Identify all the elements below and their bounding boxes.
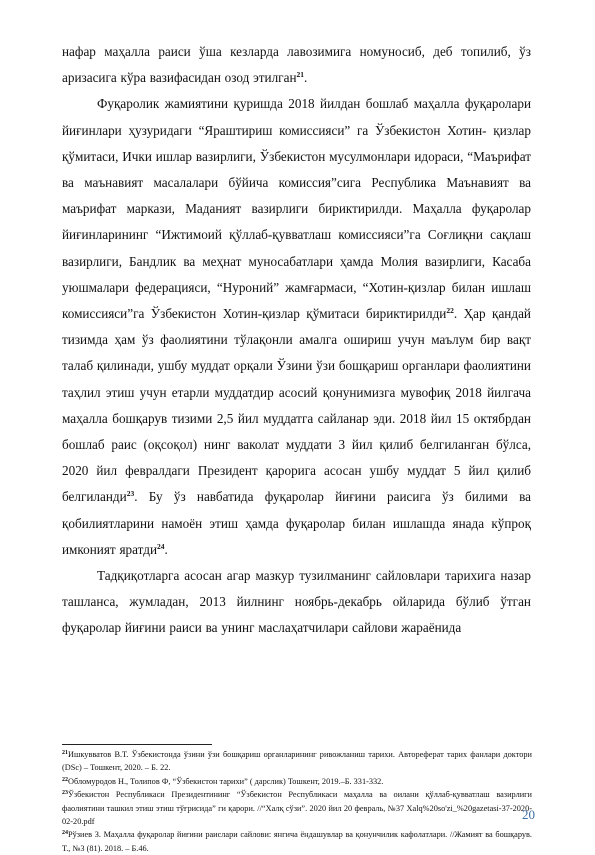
footnote-ref[interactable]: 24 (157, 541, 165, 551)
paragraph-text: Фуқаролик жамиятини қуришда 2018 йилдан бошлаб маҳалла фуқаролари йиғинлари ҳузуридаги “Яраштириш комиссияси” га Ўзбекистон Хотин- қизлар қўмитаси, Ички ишлар вазирлиги, Ўзбекистон мусулмонлари идораси, “Маърифат ва маънавият масалалари бўйича комиссия”сига Республика Маънавият ва маърифат маркази, Маданият вазирлиги бириктирилди. Маҳалла фуқаролар йиғинларининг “Ижтимоий қўллаб-қувватлаш комиссияси”га Соғлиқни сақлаш вазирлиги, Бандлик ва меҳнат муносабатлари ҳамда Молия вазирлиги, Касаба уюшмалари федерацияси, “Нуроний” жамғармаси, “Хотин-қизлар билан ишлаш комиссияси”га Ўзбекистон Хотин-қизлар қўмитаси бириктирилди (62, 96, 531, 322)
footnote-text: Рўзиев З. Маҳалла фуқаролар йиғини раислари сайлови: янгича ёндашувлар ва қонунчилик кафолатлари. //Жамият ва бошқарув. Т., №3 (81). 2018. – Б.46. (62, 830, 532, 853)
footnotes (62, 748, 532, 855)
footnote-text: Ишкувватов В.Т. Ўзбекистонда ўзини ўзи бошқариш органларининг ривожланиш тарихи. Автореферат тарих фанлари доктори (DSc) – Тошкент, 2020. – Б. 22. (62, 750, 532, 773)
footnote-separator (62, 744, 212, 745)
footnote-number: 24 (62, 830, 68, 837)
paragraph-text: Тадқиқотларга асосан агар мазкур тузилманинг сайловлари тарихига назар ташланса, жумладан, 2013 йилнинг ноябрь-декабрь ойларида бўлиб ўтган фуқаролар йиғини раиси ва унинг маслаҳатчилари сайлови жараёнида (62, 568, 531, 636)
paragraph (62, 91, 531, 563)
footnote-number: 22 (62, 776, 68, 783)
body-text (62, 39, 531, 642)
footnote-ref[interactable]: 22 (446, 306, 454, 316)
paragraph-text: . Бу ўз навбатида фуқаролар йиғини раисига ўз билими ва қобилиятларини намоён этиш ҳамда фуқаролар билан ишлашда янада кўпроқ имконият яратди (62, 489, 531, 557)
paragraph-text: . (164, 541, 168, 557)
footnote (62, 788, 532, 828)
paragraph-text: . (304, 70, 308, 86)
footnote-ref[interactable]: 21 (296, 70, 305, 80)
paragraph-text: . Ҳар қандай тизимда ҳам ўз фаолиятини тўлақонли амалга ошириш учун маълум бир вақт талаб қилинади, ушбу муддат орқали Ўзини ўзи бошқариш органлари фаолиятини таҳлил этиш учун етарли муддатдир асосий қонунимизга мувофиқ 2018 йилгача маҳалла бошқарув тизими 2,5 йил муддатга сайланар эди. 2018 йил 15 октябрдан бошлаб раис (оқсоқол) нинг ваколат муддати 3 йил қилиб белгиланган бўлса, 2020 йил февралдаги Президент қарорига асосан ушбу муддат 5 йил қилиб белгиланди (62, 306, 531, 505)
footnote-text: Ўзбекистон Республикаси Президентининг “Ўзбекистон Республикаси маҳалла ва оилани қўллаб-қувватлаш вазирлиги фаолиятини ташкил этиш этиш тўғрисида” ги қарори. //“Халқ сўзи”. 2020 йил 20 февраль, №37 Xalq%20so'zi_%20gazetasi-37-2020-02-20.pdf (62, 790, 532, 827)
paragraph (62, 563, 531, 642)
footnote-text: Обломуродов Н., Толипов Ф, “Ўзбекистон тарихи” ( дарслик) Тошкент, 2019.–Б. 331-332. (68, 776, 384, 786)
paragraph-text: нафар маҳалла раиси ўша кезларда лавозимига номуносиб, деб топилиб, ўз аризасига кўра вазифасидан озод этилган (62, 44, 531, 86)
footnote-number: 23 (62, 790, 68, 797)
page-number: 20 (522, 807, 535, 822)
footnote (62, 775, 532, 788)
paragraph (62, 39, 531, 91)
footnote (62, 748, 532, 775)
footnote-number: 21 (62, 750, 68, 756)
footnote-ref[interactable]: 23 (126, 489, 135, 499)
